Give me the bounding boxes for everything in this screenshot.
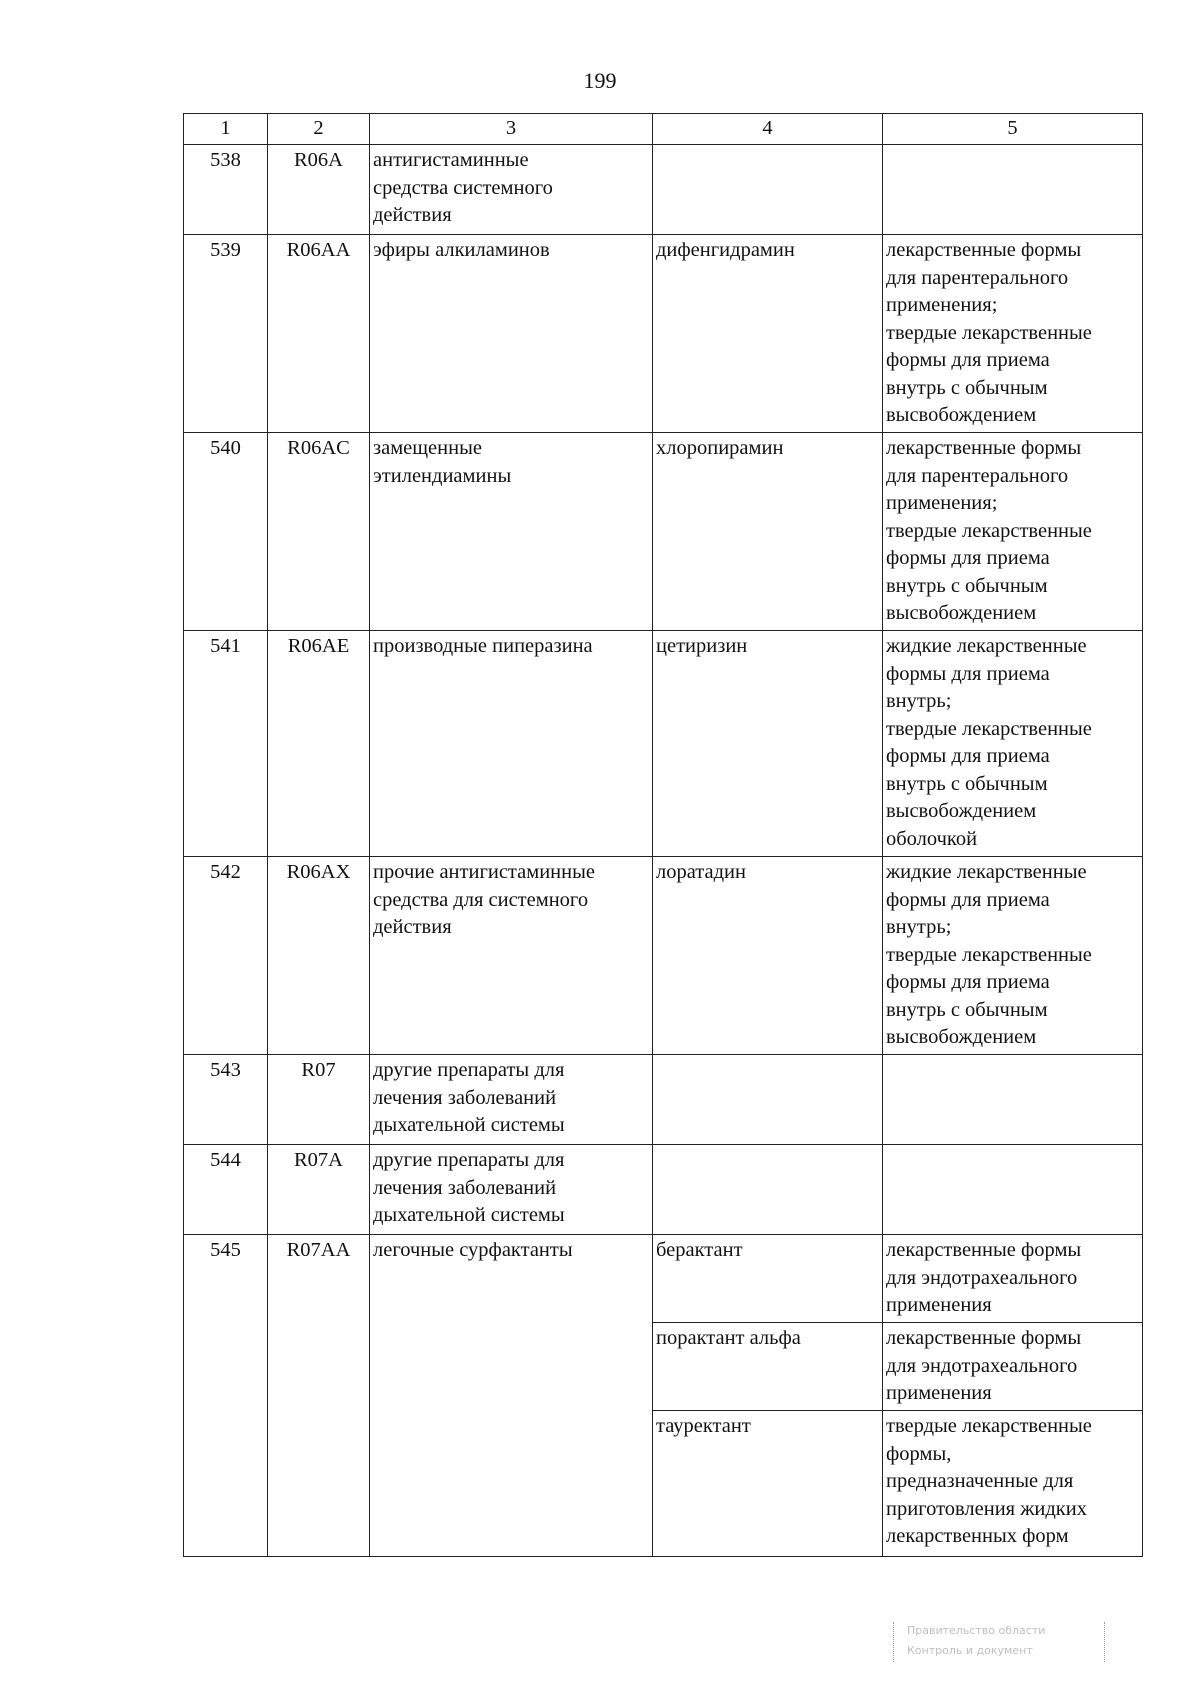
group-name-line: производные пиперазина — [373, 635, 593, 657]
drug-name — [653, 631, 883, 857]
group-name-line: лечения заболеваний — [373, 1176, 557, 1199]
dosage-form — [883, 857, 1143, 1055]
dosage-form-line: для парентерального — [886, 464, 1069, 487]
table-header-row — [184, 114, 1143, 145]
dosage-form-line: для эндотрахеального — [886, 1354, 1078, 1377]
table-row — [184, 857, 1143, 1055]
drug-name-line: лоратадин — [656, 861, 746, 883]
dosage-form-line: внутрь с обычным — [886, 376, 1048, 399]
drug-name-line: берактант — [656, 1239, 743, 1261]
dosage-form-line: для эндотрахеального — [886, 1266, 1078, 1289]
atc-code: R07A — [268, 1145, 370, 1235]
dosage-form — [883, 1235, 1143, 1323]
atc-code: R06AA — [268, 235, 370, 433]
dosage-form — [883, 1145, 1143, 1235]
stamp-line-1: Правительство области — [907, 1624, 1046, 1637]
drug-name — [653, 1323, 883, 1411]
table-row — [184, 631, 1143, 857]
dosage-form-line: твердые лекарственные — [886, 717, 1092, 740]
dosage-form-line: внутрь с обычным — [886, 574, 1048, 597]
atc-code: R06AX — [268, 857, 370, 1055]
header-col-1: 1 — [184, 114, 268, 145]
group-name — [370, 235, 653, 433]
dosage-form — [883, 145, 1143, 235]
row-number: 540 — [184, 433, 268, 631]
stamp — [887, 1600, 1107, 1680]
header-col-4: 4 — [653, 114, 883, 145]
row-number: 543 — [184, 1055, 268, 1145]
drug-name — [653, 1055, 883, 1145]
group-name-line: средства системного — [373, 176, 553, 199]
dosage-form-line: применения — [886, 1294, 992, 1316]
group-name — [370, 1235, 653, 1557]
group-name — [370, 145, 653, 235]
group-name-line: прочие антигистаминные — [373, 861, 595, 883]
table-row — [184, 1235, 1143, 1323]
dosage-form-line: твердые лекарственные — [886, 519, 1092, 542]
group-name-line: легочные сурфактанты — [373, 1239, 573, 1261]
row-number: 541 — [184, 631, 268, 857]
dosage-form — [883, 1055, 1143, 1145]
header-col-5: 5 — [883, 114, 1143, 145]
dosage-form-line: лекарственных форм — [886, 1525, 1069, 1547]
dosage-form-line: лекарственные формы — [886, 1327, 1082, 1349]
dosage-form-line: твердые лекарственные — [886, 321, 1092, 344]
group-name — [370, 1145, 653, 1235]
stamp-line-2: Контроль и документ — [907, 1644, 1033, 1657]
dosage-form-line: твердые лекарственные — [886, 1415, 1092, 1437]
dosage-form-line: применения; — [886, 492, 998, 514]
group-name-line: средства для системного — [373, 888, 589, 911]
row-number: 539 — [184, 235, 268, 433]
group-name-line: эфиры алкиламинов — [373, 239, 550, 261]
dosage-form-line: лекарственные формы — [886, 239, 1082, 261]
dosage-form-line: формы для приема — [886, 662, 1050, 685]
drug-name — [653, 433, 883, 631]
dosage-form-line: лекарственные формы — [886, 437, 1082, 459]
group-name-line: другие препараты для — [373, 1059, 565, 1081]
drug-name — [653, 235, 883, 433]
group-name-line: замещенные — [373, 437, 482, 459]
group-name-line: этилендиамины — [373, 464, 512, 487]
atc-code: R07AA — [268, 1235, 370, 1557]
drug-name-line: порактант альфа — [656, 1327, 801, 1349]
dosage-form-line: оболочкой — [886, 827, 978, 850]
dosage-form-line: формы для приема — [886, 547, 1050, 569]
row-number: 544 — [184, 1145, 268, 1235]
atc-code: R06A — [268, 145, 370, 235]
dosage-form — [883, 631, 1143, 857]
group-name — [370, 433, 653, 631]
drug-name — [653, 1411, 883, 1557]
table-row — [184, 145, 1143, 235]
group-name-line: антигистаминные — [373, 149, 529, 171]
group-name — [370, 631, 653, 857]
group-name-line: действия — [373, 204, 452, 226]
dosage-form — [883, 433, 1143, 631]
dosage-form — [883, 1411, 1143, 1557]
group-name — [370, 1055, 653, 1145]
atc-code: R06AC — [268, 433, 370, 631]
atc-code: R06AE — [268, 631, 370, 857]
dosage-form-line: внутрь с обычным — [886, 772, 1048, 795]
dosage-form-line: лекарственные формы — [886, 1239, 1082, 1261]
drug-name-line: тауректант — [656, 1415, 751, 1437]
dosage-form-line: внутрь; — [886, 690, 952, 712]
group-name-line: действия — [373, 916, 452, 938]
dosage-form-line: внутрь с обычным — [886, 998, 1048, 1021]
dosage-form-line: жидкие лекарственные — [886, 635, 1087, 657]
drug-name-line: хлоропирамин — [656, 437, 784, 459]
group-name-line: дыхательной системы — [373, 1114, 565, 1136]
dosage-form-line: формы, — [886, 1442, 952, 1465]
dosage-form-line: внутрь; — [886, 916, 952, 938]
dosage-form-line: высвобождением — [886, 1026, 1037, 1048]
dosage-form-line: высвобождением — [886, 404, 1037, 426]
dosage-form-line: формы для приема — [886, 745, 1050, 767]
table-row — [184, 433, 1143, 631]
dosage-form-line: формы для приема — [886, 349, 1050, 371]
row-number: 538 — [184, 145, 268, 235]
dosage-form-line: формы для приема — [886, 888, 1050, 911]
header-col-2: 2 — [268, 114, 370, 145]
dosage-form-line: применения; — [886, 294, 998, 316]
drug-name — [653, 1145, 883, 1235]
dosage-form-line: жидкие лекарственные — [886, 861, 1087, 883]
dosage-form-line: приготовления жидких — [886, 1497, 1087, 1520]
table-row — [184, 235, 1143, 433]
table-row — [184, 1055, 1143, 1145]
dosage-form-line: формы для приема — [886, 971, 1050, 993]
dosage-form — [883, 1323, 1143, 1411]
drug-name — [653, 1235, 883, 1323]
dosage-form — [883, 235, 1143, 433]
row-number: 542 — [184, 857, 268, 1055]
group-name-line: другие препараты для — [373, 1149, 565, 1171]
group-name-line: лечения заболеваний — [373, 1086, 557, 1109]
dosage-form-line: твердые лекарственные — [886, 943, 1092, 966]
drug-name-line: дифенгидрамин — [656, 239, 795, 261]
drug-table — [183, 113, 1143, 1557]
group-name-line: дыхательной системы — [373, 1204, 565, 1226]
drug-name-line: цетиризин — [656, 635, 748, 657]
drug-name — [653, 145, 883, 235]
drug-name — [653, 857, 883, 1055]
dosage-form-line: применения — [886, 1382, 992, 1404]
dosage-form-line: высвобождением — [886, 602, 1037, 624]
header-col-3: 3 — [370, 114, 653, 145]
dosage-form-line: предназначенные для — [886, 1470, 1074, 1492]
page-number: 199 — [583, 68, 617, 93]
dosage-form-line: для парентерального — [886, 266, 1069, 289]
group-name — [370, 857, 653, 1055]
table-row — [184, 1145, 1143, 1235]
dosage-form-line: высвобождением — [886, 800, 1037, 822]
atc-code: R07 — [268, 1055, 370, 1145]
row-number: 545 — [184, 1235, 268, 1557]
